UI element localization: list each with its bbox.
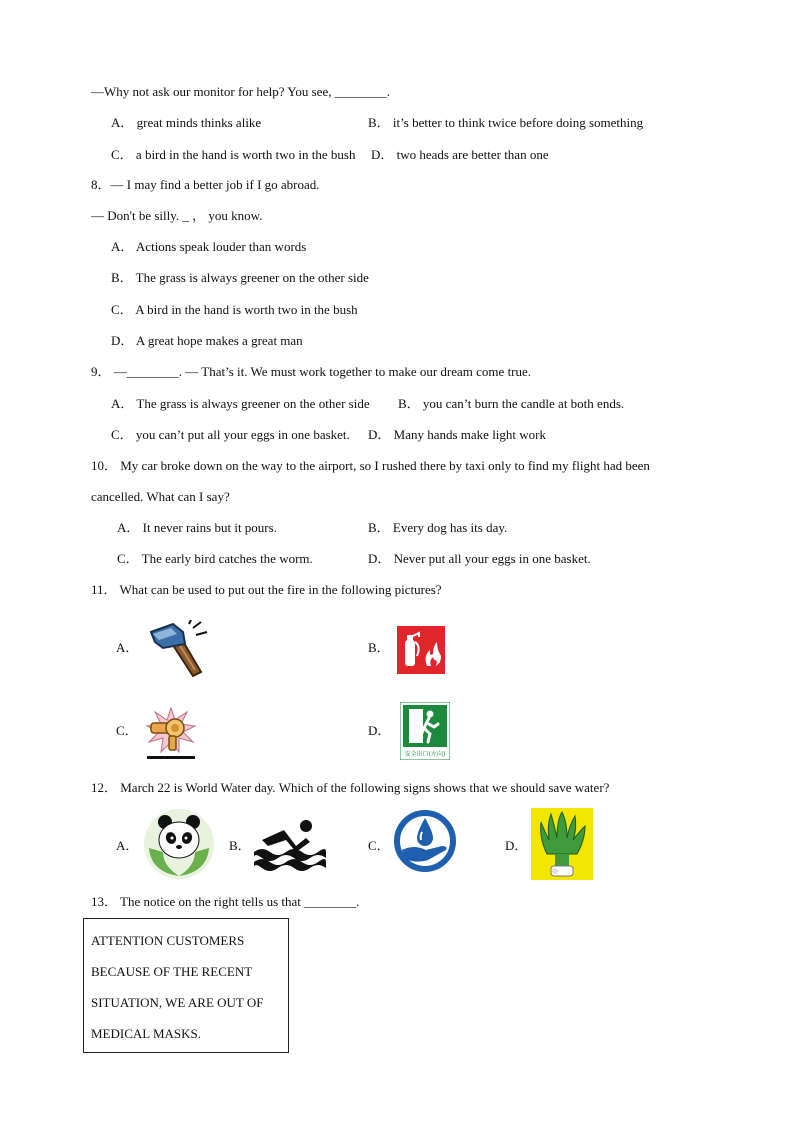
q11-label-b: B．	[368, 640, 390, 655]
q7-option-b: B． it’s better to think twice before doing something	[368, 115, 644, 130]
q7-option-c: C． a bird in the hand is worth two in the bush	[111, 147, 356, 162]
emergency-exit-sign-icon	[400, 702, 450, 760]
q8-reply: — Don't be silly. _ ， you know.	[91, 208, 263, 223]
q9-question: 9． —________. — That’s it. We must work together to make our dream come true.	[91, 364, 532, 379]
q11-label-d: D．	[368, 723, 391, 738]
q11-label-a: A．	[116, 640, 139, 655]
notice-line-1: ATTENTION CUSTOMERS	[91, 933, 245, 948]
q12-label-c: C．	[368, 838, 390, 853]
notice-line-4: MEDICAL MASKS.	[91, 1026, 202, 1041]
water-saving-icon	[394, 810, 456, 872]
q9-option-c: C． you can’t put all your eggs in one basket.	[111, 427, 350, 442]
q10-option-b: B． Every dog has its day.	[368, 520, 508, 535]
q12-question: 12． March 22 is World Water day. Which of the following signs shows that we should save water?	[91, 780, 610, 795]
notice-line-3: SITUATION, WE ARE OUT OF	[91, 995, 264, 1010]
hammer-icon	[143, 620, 213, 680]
q11-question: 11． What can be used to put out the fire in the following pictures?	[91, 582, 442, 597]
q8-option-c: C． A bird in the hand is worth two in the bush	[111, 302, 358, 317]
exit-sign-caption: 安全出口(左向)	[404, 751, 446, 758]
q9-option-b: B． you can’t burn the candle at both ends.	[398, 396, 625, 411]
hair-dryer-icon	[145, 706, 197, 760]
q9-option-d: D． Many hands make light work	[368, 427, 547, 442]
q8-option-b: B． The grass is always greener on the other side	[111, 270, 369, 285]
green-hand-plant-icon	[531, 808, 593, 880]
swimming-icon	[252, 818, 326, 874]
customer-notice-box	[83, 918, 289, 1053]
q7-option-d: D． two heads are better than one	[371, 147, 549, 162]
q7-reply: —Why not ask our monitor for help? You see, ________.	[91, 84, 390, 99]
q8-question: 8．— I may find a better job if I go abroad.	[91, 177, 320, 192]
q12-label-d: D．	[505, 838, 528, 853]
q10-question-cont: cancelled. What can I say?	[91, 489, 230, 504]
notice-line-2: BECAUSE OF THE RECENT	[91, 964, 253, 979]
q10-option-d: D． Never put all your eggs in one basket.	[368, 551, 591, 566]
q10-option-c: C． The early bird catches the worm.	[117, 551, 313, 566]
q8-option-a: A． Actions speak louder than words	[111, 239, 307, 254]
q12-label-a: A．	[116, 838, 139, 853]
q11-label-c: C．	[116, 723, 138, 738]
fire-extinguisher-sign-icon	[397, 626, 445, 674]
panda-protection-icon	[141, 808, 217, 880]
q10-question: 10． My car broke down on the way to the airport, so I rushed there by taxi only to find my flight had been	[91, 458, 650, 473]
q12-label-b: B．	[229, 838, 251, 853]
q10-option-a: A． It never rains but it pours.	[117, 520, 277, 535]
q7-option-a: A． great minds thinks alike	[111, 115, 262, 130]
q9-option-a: A． The grass is always greener on the other side	[111, 396, 370, 411]
q8-option-d: D． A great hope makes a great man	[111, 333, 303, 348]
q13-question: 13． The notice on the right tells us that ________.	[91, 894, 360, 909]
